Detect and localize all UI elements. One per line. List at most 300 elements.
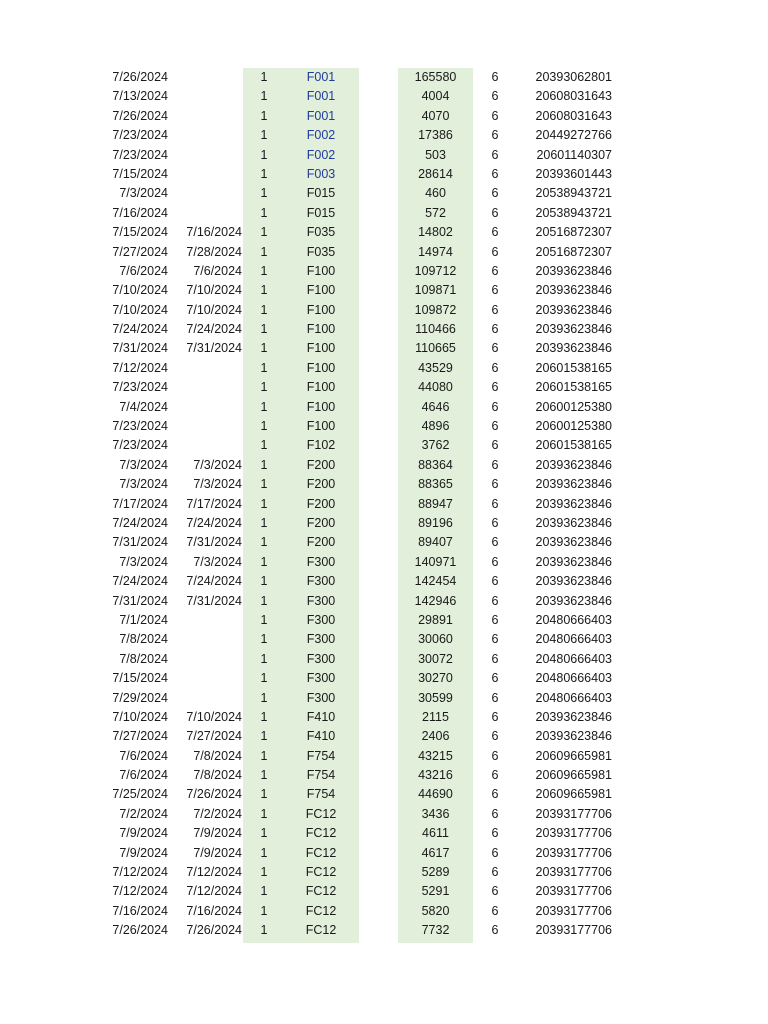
- doc-type-cell[interactable]: 6: [491, 147, 499, 162]
- due-date-cell[interactable]: [170, 378, 242, 397]
- doc-type-cell[interactable]: 6: [491, 690, 499, 705]
- document-number-cell[interactable]: 4617: [421, 845, 450, 860]
- doc-type-cell[interactable]: 6: [491, 380, 499, 395]
- issue-date-cell[interactable]: 7/8/2024: [119, 651, 168, 666]
- issue-date-cell[interactable]: 7/8/2024: [119, 632, 168, 647]
- series-code-cell[interactable]: F100: [306, 399, 336, 414]
- quantity-cell[interactable]: 1: [260, 70, 268, 84]
- due-date-cell[interactable]: 7/6/2024: [193, 263, 242, 278]
- quantity-cell[interactable]: 1: [260, 244, 268, 259]
- series-code-cell[interactable]: F300: [306, 593, 336, 608]
- due-date-cell[interactable]: [170, 436, 242, 455]
- quantity-cell[interactable]: 1: [260, 768, 268, 783]
- document-number-cell[interactable]: 5291: [421, 884, 450, 899]
- quantity-cell[interactable]: 1: [260, 399, 268, 414]
- doc-type-cell[interactable]: 6: [491, 593, 499, 608]
- document-number-cell[interactable]: 29891: [418, 612, 453, 627]
- issue-date-cell[interactable]: 7/23/2024: [112, 438, 168, 453]
- quantity-cell[interactable]: 1: [260, 845, 268, 860]
- taxpayer-id-cell[interactable]: 20601140307: [536, 147, 612, 162]
- series-code-cell[interactable]: FC12: [305, 884, 337, 899]
- taxpayer-id-cell[interactable]: 20600125380: [535, 399, 612, 414]
- series-code-cell[interactable]: F300: [306, 671, 336, 686]
- series-code-cell[interactable]: F300: [306, 690, 336, 705]
- due-date-cell[interactable]: 7/9/2024: [193, 826, 242, 841]
- taxpayer-id-cell[interactable]: 20480666403: [535, 651, 612, 666]
- document-number-cell[interactable]: 110466: [415, 322, 456, 337]
- document-number-cell[interactable]: 460: [425, 186, 446, 201]
- doc-type-cell[interactable]: 6: [491, 283, 499, 298]
- issue-date-cell[interactable]: 7/15/2024: [112, 671, 168, 686]
- quantity-cell[interactable]: 1: [260, 128, 268, 143]
- due-date-cell[interactable]: 7/2/2024: [193, 806, 242, 821]
- document-number-cell[interactable]: 110665: [415, 341, 456, 356]
- due-date-cell[interactable]: 7/24/2024: [186, 574, 242, 589]
- due-date-cell[interactable]: 7/16/2024: [186, 225, 242, 240]
- taxpayer-id-cell[interactable]: 20393062801: [535, 70, 612, 84]
- series-code-cell[interactable]: F200: [306, 477, 336, 492]
- document-number-cell[interactable]: 43216: [418, 768, 453, 783]
- quantity-cell[interactable]: 1: [260, 186, 268, 201]
- taxpayer-id-cell[interactable]: 20609665981: [535, 768, 612, 783]
- doc-type-cell[interactable]: 6: [491, 89, 499, 104]
- document-number-cell[interactable]: 89196: [418, 515, 453, 530]
- document-number-cell[interactable]: 14802: [418, 225, 453, 240]
- document-number-cell[interactable]: 4070: [421, 108, 450, 123]
- quantity-cell[interactable]: 1: [260, 574, 268, 589]
- taxpayer-id-cell[interactable]: 20609665981: [535, 787, 612, 802]
- issue-date-cell[interactable]: 7/27/2024: [112, 729, 168, 744]
- taxpayer-id-cell[interactable]: 20393177706: [535, 826, 612, 841]
- doc-type-cell[interactable]: 6: [491, 748, 499, 763]
- doc-type-cell[interactable]: 6: [491, 360, 499, 375]
- issue-date-cell[interactable]: 7/6/2024: [119, 768, 168, 783]
- series-code-cell[interactable]: F100: [306, 263, 336, 278]
- due-date-cell[interactable]: [170, 184, 242, 203]
- due-date-cell[interactable]: 7/27/2024: [186, 729, 242, 744]
- series-code-cell[interactable]: F200: [306, 496, 336, 511]
- series-code-cell[interactable]: F300: [306, 632, 336, 647]
- series-code-cell[interactable]: F300: [306, 612, 336, 627]
- doc-type-cell[interactable]: 6: [491, 845, 499, 860]
- issue-date-cell[interactable]: 7/23/2024: [112, 147, 168, 162]
- series-code-cell[interactable]: F754: [306, 787, 336, 802]
- taxpayer-id-cell[interactable]: 20393177706: [535, 806, 612, 821]
- issue-date-cell[interactable]: 7/24/2024: [112, 574, 168, 589]
- quantity-cell[interactable]: 1: [260, 903, 268, 918]
- doc-type-cell[interactable]: 6: [491, 419, 499, 434]
- document-number-cell[interactable]: 5289: [421, 865, 450, 880]
- taxpayer-id-cell[interactable]: 20608031643: [535, 108, 612, 123]
- document-number-cell[interactable]: 572: [425, 205, 446, 220]
- document-number-cell[interactable]: 88365: [418, 477, 453, 492]
- taxpayer-id-cell[interactable]: 20393177706: [535, 845, 612, 860]
- doc-type-cell[interactable]: 6: [491, 729, 499, 744]
- doc-type-cell[interactable]: 6: [491, 166, 499, 181]
- quantity-cell[interactable]: 1: [260, 612, 268, 627]
- document-number-cell[interactable]: 14974: [418, 244, 453, 259]
- document-number-cell[interactable]: 2406: [421, 729, 450, 744]
- due-date-cell[interactable]: [170, 689, 242, 708]
- issue-date-cell[interactable]: 7/23/2024: [112, 380, 168, 395]
- document-number-cell[interactable]: 88364: [418, 457, 453, 472]
- series-code-cell[interactable]: F200: [306, 515, 336, 530]
- due-date-cell[interactable]: 7/26/2024: [186, 787, 242, 802]
- series-code-cell[interactable]: F410: [306, 729, 336, 744]
- series-code-cell[interactable]: F100: [306, 419, 336, 434]
- due-date-cell[interactable]: [170, 204, 242, 223]
- issue-date-cell[interactable]: 7/1/2024: [119, 612, 168, 627]
- document-number-cell[interactable]: 17386: [418, 128, 453, 143]
- due-date-cell[interactable]: [170, 417, 242, 436]
- due-date-cell[interactable]: 7/12/2024: [186, 884, 242, 899]
- document-number-cell[interactable]: 30060: [418, 632, 453, 647]
- doc-type-cell[interactable]: 6: [491, 225, 499, 240]
- series-code-cell[interactable]: F102: [306, 438, 336, 453]
- doc-type-cell[interactable]: 6: [491, 923, 499, 938]
- quantity-cell[interactable]: 1: [260, 535, 268, 550]
- document-number-cell[interactable]: 4004: [421, 89, 450, 104]
- issue-date-cell[interactable]: 7/12/2024: [112, 884, 168, 899]
- series-code-cell[interactable]: FC12: [305, 903, 337, 918]
- doc-type-cell[interactable]: 6: [491, 903, 499, 918]
- quantity-cell[interactable]: 1: [260, 322, 268, 337]
- due-date-cell[interactable]: 7/3/2024: [193, 554, 242, 569]
- series-code-cell[interactable]: F100: [306, 302, 336, 317]
- due-date-cell[interactable]: 7/8/2024: [193, 768, 242, 783]
- doc-type-cell[interactable]: 6: [491, 826, 499, 841]
- document-number-cell[interactable]: 109871: [414, 283, 457, 298]
- taxpayer-id-cell[interactable]: 20393623846: [535, 283, 612, 298]
- document-number-cell[interactable]: 165580: [414, 70, 457, 84]
- series-code-cell[interactable]: F015: [306, 186, 336, 201]
- doc-type-cell[interactable]: 6: [491, 787, 499, 802]
- series-code-cell[interactable]: F300: [306, 574, 336, 589]
- document-number-cell[interactable]: 3762: [421, 438, 450, 453]
- issue-date-cell[interactable]: 7/10/2024: [112, 709, 168, 724]
- series-code-cell[interactable]: FC12: [305, 826, 337, 841]
- series-code-cell[interactable]: F300: [306, 554, 336, 569]
- doc-type-cell[interactable]: 6: [491, 612, 499, 627]
- issue-date-cell[interactable]: 7/26/2024: [112, 923, 168, 938]
- issue-date-cell[interactable]: 7/6/2024: [119, 748, 168, 763]
- taxpayer-id-cell[interactable]: 20600125380: [535, 419, 612, 434]
- quantity-cell[interactable]: 1: [260, 806, 268, 821]
- quantity-cell[interactable]: 1: [260, 89, 268, 104]
- quantity-cell[interactable]: 1: [260, 671, 268, 686]
- doc-type-cell[interactable]: 6: [491, 186, 499, 201]
- quantity-cell[interactable]: 1: [260, 865, 268, 880]
- taxpayer-id-cell[interactable]: 20480666403: [535, 612, 612, 627]
- document-number-cell[interactable]: 43215: [418, 748, 453, 763]
- issue-date-cell[interactable]: 7/9/2024: [119, 826, 168, 841]
- issue-date-cell[interactable]: 7/24/2024: [112, 322, 168, 337]
- doc-type-cell[interactable]: 6: [491, 322, 499, 337]
- issue-date-cell[interactable]: 7/26/2024: [112, 108, 168, 123]
- taxpayer-id-cell[interactable]: 20393623846: [535, 496, 612, 511]
- document-number-cell[interactable]: 43529: [418, 360, 453, 375]
- issue-date-cell[interactable]: 7/24/2024: [112, 515, 168, 530]
- issue-date-cell[interactable]: 7/12/2024: [112, 865, 168, 880]
- quantity-cell[interactable]: 1: [260, 225, 268, 240]
- due-date-cell[interactable]: 7/31/2024: [186, 341, 242, 356]
- quantity-cell[interactable]: 1: [260, 826, 268, 841]
- taxpayer-id-cell[interactable]: 20393177706: [535, 865, 612, 880]
- series-code-cell[interactable]: F754: [306, 748, 336, 763]
- quantity-cell[interactable]: 1: [260, 593, 268, 608]
- taxpayer-id-cell[interactable]: 20538943721: [535, 205, 612, 220]
- taxpayer-id-cell[interactable]: 20393623846: [535, 709, 612, 724]
- quantity-cell[interactable]: 1: [260, 554, 268, 569]
- issue-date-cell[interactable]: 7/3/2024: [119, 554, 168, 569]
- taxpayer-id-cell[interactable]: 20393177706: [535, 884, 612, 899]
- series-code-cell[interactable]: FC12: [305, 845, 337, 860]
- issue-date-cell[interactable]: 7/6/2024: [119, 263, 168, 278]
- issue-date-cell[interactable]: 7/4/2024: [119, 399, 168, 414]
- taxpayer-id-cell[interactable]: 20393623846: [535, 554, 612, 569]
- taxpayer-id-cell[interactable]: 20393177706: [535, 903, 612, 918]
- series-code-cell[interactable]: F100: [306, 283, 336, 298]
- issue-date-cell[interactable]: 7/3/2024: [119, 477, 168, 492]
- quantity-cell[interactable]: 1: [260, 515, 268, 530]
- document-number-cell[interactable]: 3436: [421, 806, 450, 821]
- quantity-cell[interactable]: 1: [260, 205, 268, 220]
- issue-date-cell[interactable]: 7/29/2024: [112, 690, 168, 705]
- taxpayer-id-cell[interactable]: 20393623846: [535, 477, 612, 492]
- doc-type-cell[interactable]: 6: [491, 535, 499, 550]
- series-code-cell[interactable]: F035: [306, 225, 336, 240]
- taxpayer-id-cell[interactable]: 20601538165: [535, 438, 612, 453]
- due-date-cell[interactable]: [170, 611, 242, 630]
- quantity-cell[interactable]: 1: [260, 748, 268, 763]
- due-date-cell[interactable]: 7/3/2024: [193, 457, 242, 472]
- quantity-cell[interactable]: 1: [260, 360, 268, 375]
- quantity-cell[interactable]: 1: [260, 341, 268, 356]
- taxpayer-id-cell[interactable]: 20480666403: [535, 671, 612, 686]
- issue-date-cell[interactable]: 7/15/2024: [112, 166, 168, 181]
- document-number-cell[interactable]: 28614: [418, 166, 453, 181]
- taxpayer-id-cell[interactable]: 20393623846: [535, 302, 612, 317]
- series-code-cell[interactable]: F754: [306, 768, 336, 783]
- issue-date-cell[interactable]: 7/23/2024: [112, 419, 168, 434]
- issue-date-cell[interactable]: 7/31/2024: [112, 593, 168, 608]
- quantity-cell[interactable]: 1: [260, 477, 268, 492]
- doc-type-cell[interactable]: 6: [491, 865, 499, 880]
- issue-date-cell[interactable]: 7/3/2024: [119, 457, 168, 472]
- due-date-cell[interactable]: 7/16/2024: [186, 903, 242, 918]
- series-code-cell[interactable]: F001: [306, 89, 336, 104]
- document-number-cell[interactable]: 4611: [422, 826, 449, 841]
- doc-type-cell[interactable]: 6: [491, 632, 499, 647]
- series-code-cell[interactable]: F410: [306, 709, 336, 724]
- series-code-cell[interactable]: F003: [306, 166, 336, 181]
- issue-date-cell[interactable]: 7/13/2024: [112, 89, 168, 104]
- doc-type-cell[interactable]: 6: [491, 244, 499, 259]
- issue-date-cell[interactable]: 7/23/2024: [112, 128, 168, 143]
- series-code-cell[interactable]: F100: [306, 360, 336, 375]
- doc-type-cell[interactable]: 6: [491, 806, 499, 821]
- taxpayer-id-cell[interactable]: 20516872307: [535, 225, 612, 240]
- quantity-cell[interactable]: 1: [260, 632, 268, 647]
- doc-type-cell[interactable]: 6: [491, 263, 499, 278]
- quantity-cell[interactable]: 1: [260, 496, 268, 511]
- taxpayer-id-cell[interactable]: 20393623846: [535, 322, 612, 337]
- due-date-cell[interactable]: [170, 165, 242, 184]
- series-code-cell[interactable]: F100: [306, 380, 336, 395]
- taxpayer-id-cell[interactable]: 20393623846: [535, 263, 612, 278]
- series-code-cell[interactable]: F200: [306, 535, 336, 550]
- due-date-cell[interactable]: 7/24/2024: [186, 322, 242, 337]
- doc-type-cell[interactable]: 6: [491, 884, 499, 899]
- quantity-cell[interactable]: 1: [260, 923, 268, 938]
- doc-type-cell[interactable]: 6: [491, 768, 499, 783]
- series-code-cell[interactable]: F100: [306, 341, 336, 356]
- doc-type-cell[interactable]: 6: [491, 302, 499, 317]
- taxpayer-id-cell[interactable]: 20601538165: [535, 360, 612, 375]
- due-date-cell[interactable]: 7/8/2024: [193, 748, 242, 763]
- document-number-cell[interactable]: 4896: [421, 419, 450, 434]
- document-number-cell[interactable]: 7732: [421, 923, 450, 938]
- quantity-cell[interactable]: 1: [260, 166, 268, 181]
- taxpayer-id-cell[interactable]: 20516872307: [535, 244, 612, 259]
- quantity-cell[interactable]: 1: [260, 147, 268, 162]
- doc-type-cell[interactable]: 6: [491, 671, 499, 686]
- issue-date-cell[interactable]: 7/31/2024: [112, 341, 168, 356]
- taxpayer-id-cell[interactable]: 20449272766: [535, 128, 612, 143]
- series-code-cell[interactable]: FC12: [305, 923, 337, 938]
- document-number-cell[interactable]: 140971: [414, 554, 457, 569]
- document-number-cell[interactable]: 109872: [414, 302, 457, 317]
- issue-date-cell[interactable]: 7/16/2024: [112, 903, 168, 918]
- series-code-cell[interactable]: F200: [306, 457, 336, 472]
- document-number-cell[interactable]: 2115: [422, 709, 449, 724]
- due-date-cell[interactable]: [170, 669, 242, 688]
- doc-type-cell[interactable]: 6: [491, 70, 499, 84]
- doc-type-cell[interactable]: 6: [491, 651, 499, 666]
- due-date-cell[interactable]: 7/3/2024: [193, 477, 242, 492]
- series-code-cell[interactable]: F002: [306, 147, 336, 162]
- document-number-cell[interactable]: 30072: [418, 651, 453, 666]
- series-code-cell[interactable]: F015: [306, 205, 336, 220]
- issue-date-cell[interactable]: 7/27/2024: [112, 244, 168, 259]
- taxpayer-id-cell[interactable]: 20393623846: [535, 593, 612, 608]
- issue-date-cell[interactable]: 7/10/2024: [112, 283, 168, 298]
- series-code-cell[interactable]: F035: [306, 244, 336, 259]
- taxpayer-id-cell[interactable]: 20393177706: [535, 923, 612, 938]
- issue-date-cell[interactable]: 7/17/2024: [112, 496, 168, 511]
- document-number-cell[interactable]: 30599: [418, 690, 453, 705]
- taxpayer-id-cell[interactable]: 20393623846: [535, 515, 612, 530]
- doc-type-cell[interactable]: 6: [491, 554, 499, 569]
- quantity-cell[interactable]: 1: [260, 263, 268, 278]
- due-date-cell[interactable]: [170, 68, 242, 87]
- due-date-cell[interactable]: [170, 630, 242, 649]
- quantity-cell[interactable]: 1: [260, 457, 268, 472]
- taxpayer-id-cell[interactable]: 20480666403: [535, 690, 612, 705]
- issue-date-cell[interactable]: 7/2/2024: [119, 806, 168, 821]
- doc-type-cell[interactable]: 6: [491, 108, 499, 123]
- quantity-cell[interactable]: 1: [260, 709, 268, 724]
- issue-date-cell[interactable]: 7/12/2024: [112, 360, 168, 375]
- document-number-cell[interactable]: 109712: [414, 263, 457, 278]
- document-number-cell[interactable]: 503: [425, 147, 446, 162]
- document-number-cell[interactable]: 4646: [421, 399, 450, 414]
- issue-date-cell[interactable]: 7/25/2024: [112, 787, 168, 802]
- taxpayer-id-cell[interactable]: 20538943721: [535, 186, 612, 201]
- doc-type-cell[interactable]: 6: [491, 399, 499, 414]
- document-number-cell[interactable]: 142946: [414, 593, 457, 608]
- due-date-cell[interactable]: [170, 126, 242, 145]
- doc-type-cell[interactable]: 6: [491, 496, 499, 511]
- series-code-cell[interactable]: FC12: [305, 806, 337, 821]
- due-date-cell[interactable]: 7/10/2024: [186, 709, 242, 724]
- quantity-cell[interactable]: 1: [260, 729, 268, 744]
- due-date-cell[interactable]: 7/31/2024: [186, 535, 242, 550]
- doc-type-cell[interactable]: 6: [491, 438, 499, 453]
- due-date-cell[interactable]: 7/26/2024: [186, 923, 242, 938]
- taxpayer-id-cell[interactable]: 20393623846: [535, 574, 612, 589]
- due-date-cell[interactable]: 7/10/2024: [186, 302, 242, 317]
- due-date-cell[interactable]: 7/10/2024: [186, 283, 242, 298]
- quantity-cell[interactable]: 1: [260, 283, 268, 298]
- doc-type-cell[interactable]: 6: [491, 128, 499, 143]
- taxpayer-id-cell[interactable]: 20609665981: [535, 748, 612, 763]
- doc-type-cell[interactable]: 6: [491, 515, 499, 530]
- due-date-cell[interactable]: [170, 359, 242, 378]
- taxpayer-id-cell[interactable]: 20393601443: [535, 166, 612, 181]
- series-code-cell[interactable]: F002: [306, 128, 336, 143]
- due-date-cell[interactable]: 7/31/2024: [186, 593, 242, 608]
- document-number-cell[interactable]: 142454: [414, 574, 457, 589]
- taxpayer-id-cell[interactable]: 20393623846: [535, 729, 612, 744]
- issue-date-cell[interactable]: 7/31/2024: [112, 535, 168, 550]
- issue-date-cell[interactable]: 7/16/2024: [112, 205, 168, 220]
- issue-date-cell[interactable]: 7/26/2024: [112, 70, 168, 84]
- issue-date-cell[interactable]: 7/9/2024: [119, 845, 168, 860]
- doc-type-cell[interactable]: 6: [491, 477, 499, 492]
- issue-date-cell[interactable]: 7/3/2024: [119, 186, 168, 201]
- doc-type-cell[interactable]: 6: [491, 574, 499, 589]
- quantity-cell[interactable]: 1: [260, 438, 268, 453]
- quantity-cell[interactable]: 1: [260, 380, 268, 395]
- doc-type-cell[interactable]: 6: [491, 341, 499, 356]
- due-date-cell[interactable]: 7/17/2024: [186, 496, 242, 511]
- due-date-cell[interactable]: [170, 107, 242, 126]
- due-date-cell[interactable]: [170, 650, 242, 669]
- issue-date-cell[interactable]: 7/10/2024: [112, 302, 168, 317]
- series-code-cell[interactable]: F300: [306, 651, 336, 666]
- taxpayer-id-cell[interactable]: 20480666403: [535, 632, 612, 647]
- quantity-cell[interactable]: 1: [260, 884, 268, 899]
- series-code-cell[interactable]: FC12: [305, 865, 337, 880]
- document-number-cell[interactable]: 89407: [418, 535, 453, 550]
- quantity-cell[interactable]: 1: [260, 651, 268, 666]
- doc-type-cell[interactable]: 6: [491, 457, 499, 472]
- series-code-cell[interactable]: F001: [306, 108, 336, 123]
- quantity-cell[interactable]: 1: [260, 690, 268, 705]
- due-date-cell[interactable]: 7/9/2024: [193, 845, 242, 860]
- document-number-cell[interactable]: 44080: [418, 380, 453, 395]
- quantity-cell[interactable]: 1: [260, 108, 268, 123]
- quantity-cell[interactable]: 1: [260, 787, 268, 802]
- due-date-cell[interactable]: 7/24/2024: [186, 515, 242, 530]
- due-date-cell[interactable]: [170, 146, 242, 165]
- quantity-cell[interactable]: 1: [260, 302, 268, 317]
- due-date-cell[interactable]: 7/12/2024: [186, 865, 242, 880]
- document-number-cell[interactable]: 88947: [418, 496, 453, 511]
- due-date-cell[interactable]: [170, 398, 242, 417]
- doc-type-cell[interactable]: 6: [491, 709, 499, 724]
